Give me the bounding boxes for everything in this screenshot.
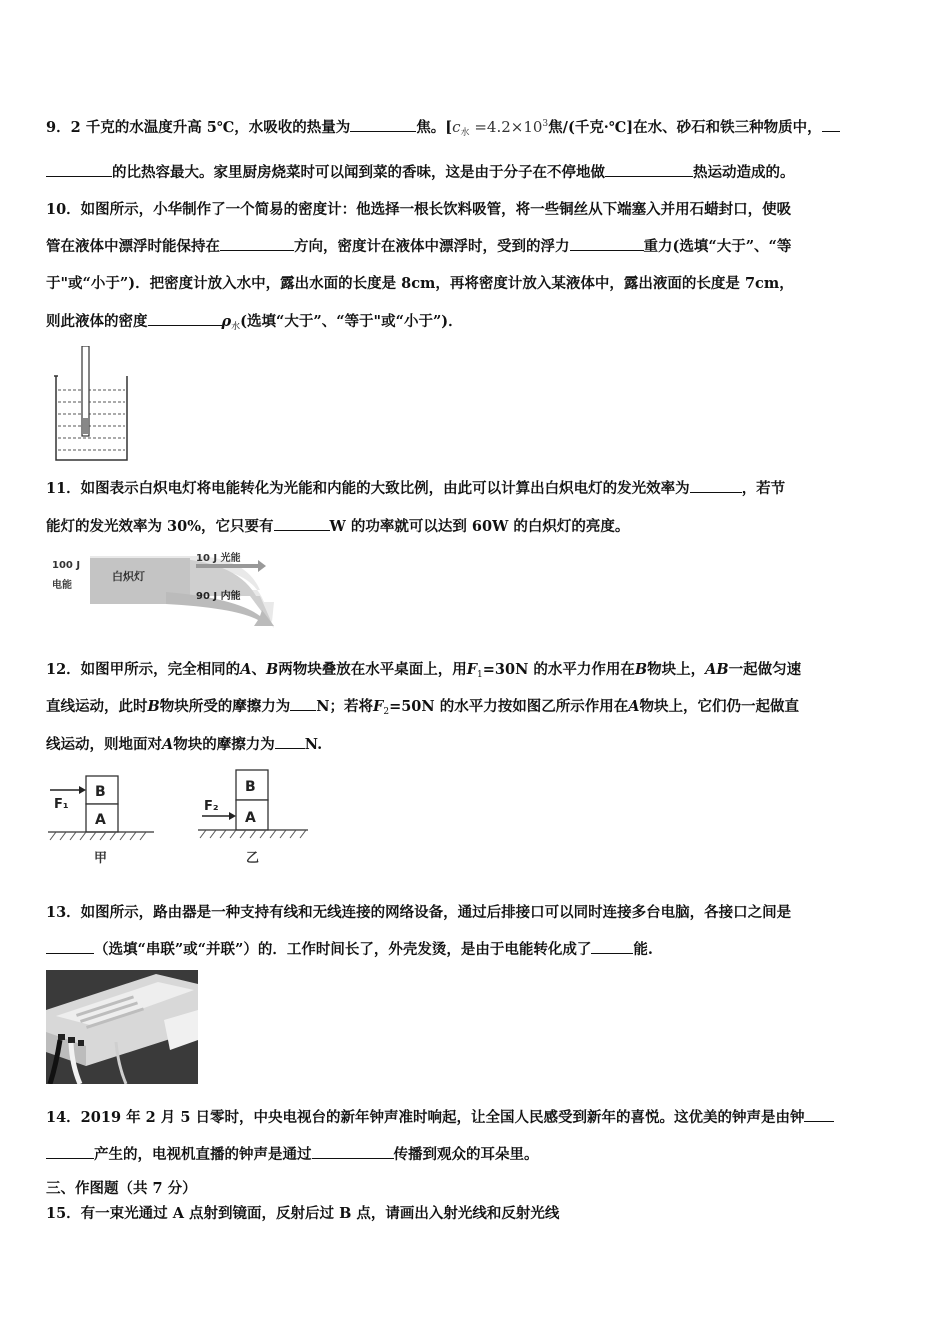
q9-line-2: 的比热容最大。家里厨房烧菜时可以闻到菜的香味，这是由于分子在不停地做 热运动造成的。 [46,162,910,184]
q9-blank-2b[interactable] [46,162,112,177]
figure-yi [198,770,308,866]
svg-text:A: A [95,812,106,828]
caption-jia: 甲 [94,851,108,866]
q15-line-1: 15．有一束光通过 A 点射到镜面，反射后过 B 点，请画出入射光线和反射光线 [46,1205,560,1222]
q14-blank-1a[interactable] [804,1107,834,1122]
q12-line-1: 12．如图甲所示，完全相同的A、B两物块叠放在水平桌面上，用$F_1=30N$ 的水平力作用在B物块上，AB一起做匀速 [46,661,802,680]
q14-blank-1b[interactable] [46,1144,94,1159]
blocks-figure [46,768,310,868]
beaker-figure [52,346,132,464]
q10-line-3: 于"或“小于”)．把密度计放入水中，露出水面的长度是 8cm，再将密度计放入某液体中，露出液面的长度是 7cm， [46,275,794,292]
svg-text:F₁: F₁ [54,797,69,812]
q11-blank-1[interactable] [690,478,742,493]
section-3-title: 三、作图题（共 7 分） [46,1180,197,1197]
specific-heat-formula: $c_水 =4.2\times 10^3$ [452,118,549,138]
svg-text:F₂: F₂ [204,799,219,814]
q9-blank-2a[interactable] [822,117,840,132]
router-photo [46,970,198,1084]
q13-line-1: 13．如图所示，路由器是一种支持有线和无线连接的网络设备，通过后排接口可以同时连接多台电脑，各接口之间是 [46,904,792,921]
q13-blank-2[interactable] [591,939,633,954]
q12-blank-1[interactable] [290,696,316,711]
svg-text:B: B [245,779,256,795]
q9-line-1: 9．2 千克的水温度升高 5℃，水吸收的热量为 焦。[$c_水 =4.2\times 10^3$焦/(千克·℃]在水、砂石和铁三种物质中， [46,113,910,144]
energy-flow-diagram [46,548,276,632]
svg-text:B: B [95,784,106,800]
energy-input-label: 电能 [52,580,72,591]
q10-line-1: 10．如图所示，小华制作了一个简易的密度计：他选择一根长饮料吸管，将一些铜丝从下端塞入并用石蜡封口，使吸 [46,201,792,218]
internal-energy-label: 90 J 内能 [196,591,241,602]
svg-text:A: A [245,810,256,826]
q11-line-1: 11．如图表示白炽电灯将电能转化为光能和内能的大致比例，由此可以计算出白炽电灯的发光效率为 ，若节 [46,480,786,497]
q10-line-4: 则此液体的密度 $\rho_水$(选填“大于”、“等于"或“小于”)． [46,313,463,332]
light-energy-label: 10 J 光能 [196,553,241,564]
q9-blank-3[interactable] [605,162,693,177]
q11-line-2: 能灯的发光效率为 30%，它只要有 W 的功率就可以达到 60W 的白炽灯的亮度。 [46,518,630,535]
lamp-label: 白炽灯 [112,570,145,583]
q13-line-2: （选填“串联”或“并联”）的．工作时间长了，外壳发烫，是由于电能转化成了 能. [46,939,910,961]
q11-blank-2[interactable] [274,516,330,531]
q14-line-1: 14．2019 年 2 月 5 日零时，中央电视台的新年钟声准时响起，让全国人民感受到新年的喜悦。这优美的钟声是由钟 [46,1107,910,1129]
caption-yi: 乙 [246,851,260,866]
energy-input-amount: 100 J [52,560,81,571]
figure-jia [48,776,154,866]
q14-blank-2[interactable] [312,1144,394,1159]
q12-line-3: 线运动，则地面对A物块的摩擦力为 N. [46,736,323,753]
q14-line-2: 产生的，电视机直播的钟声是通过 传播到观众的耳朵里。 [46,1144,910,1166]
q12-blank-2[interactable] [275,734,305,749]
q12-line-2: 直线运动，此时B物块所受的摩擦力为 N；若将$F_2=50N$ 的水平力按如图乙所示作用在A物块上，它们仍一起做直 [46,698,799,717]
q10-line-2: 管在液体中漂浮时能保持在 方向，密度计在液体中漂浮时，受到的浮力 重力(选填“大于”、“等 [46,238,792,255]
q13-blank-1[interactable] [46,939,94,954]
q10-blank-3[interactable] [148,311,222,326]
q10-blank-1[interactable] [220,236,294,251]
q10-blank-2[interactable] [570,236,644,251]
q9-blank-1[interactable] [350,117,416,132]
